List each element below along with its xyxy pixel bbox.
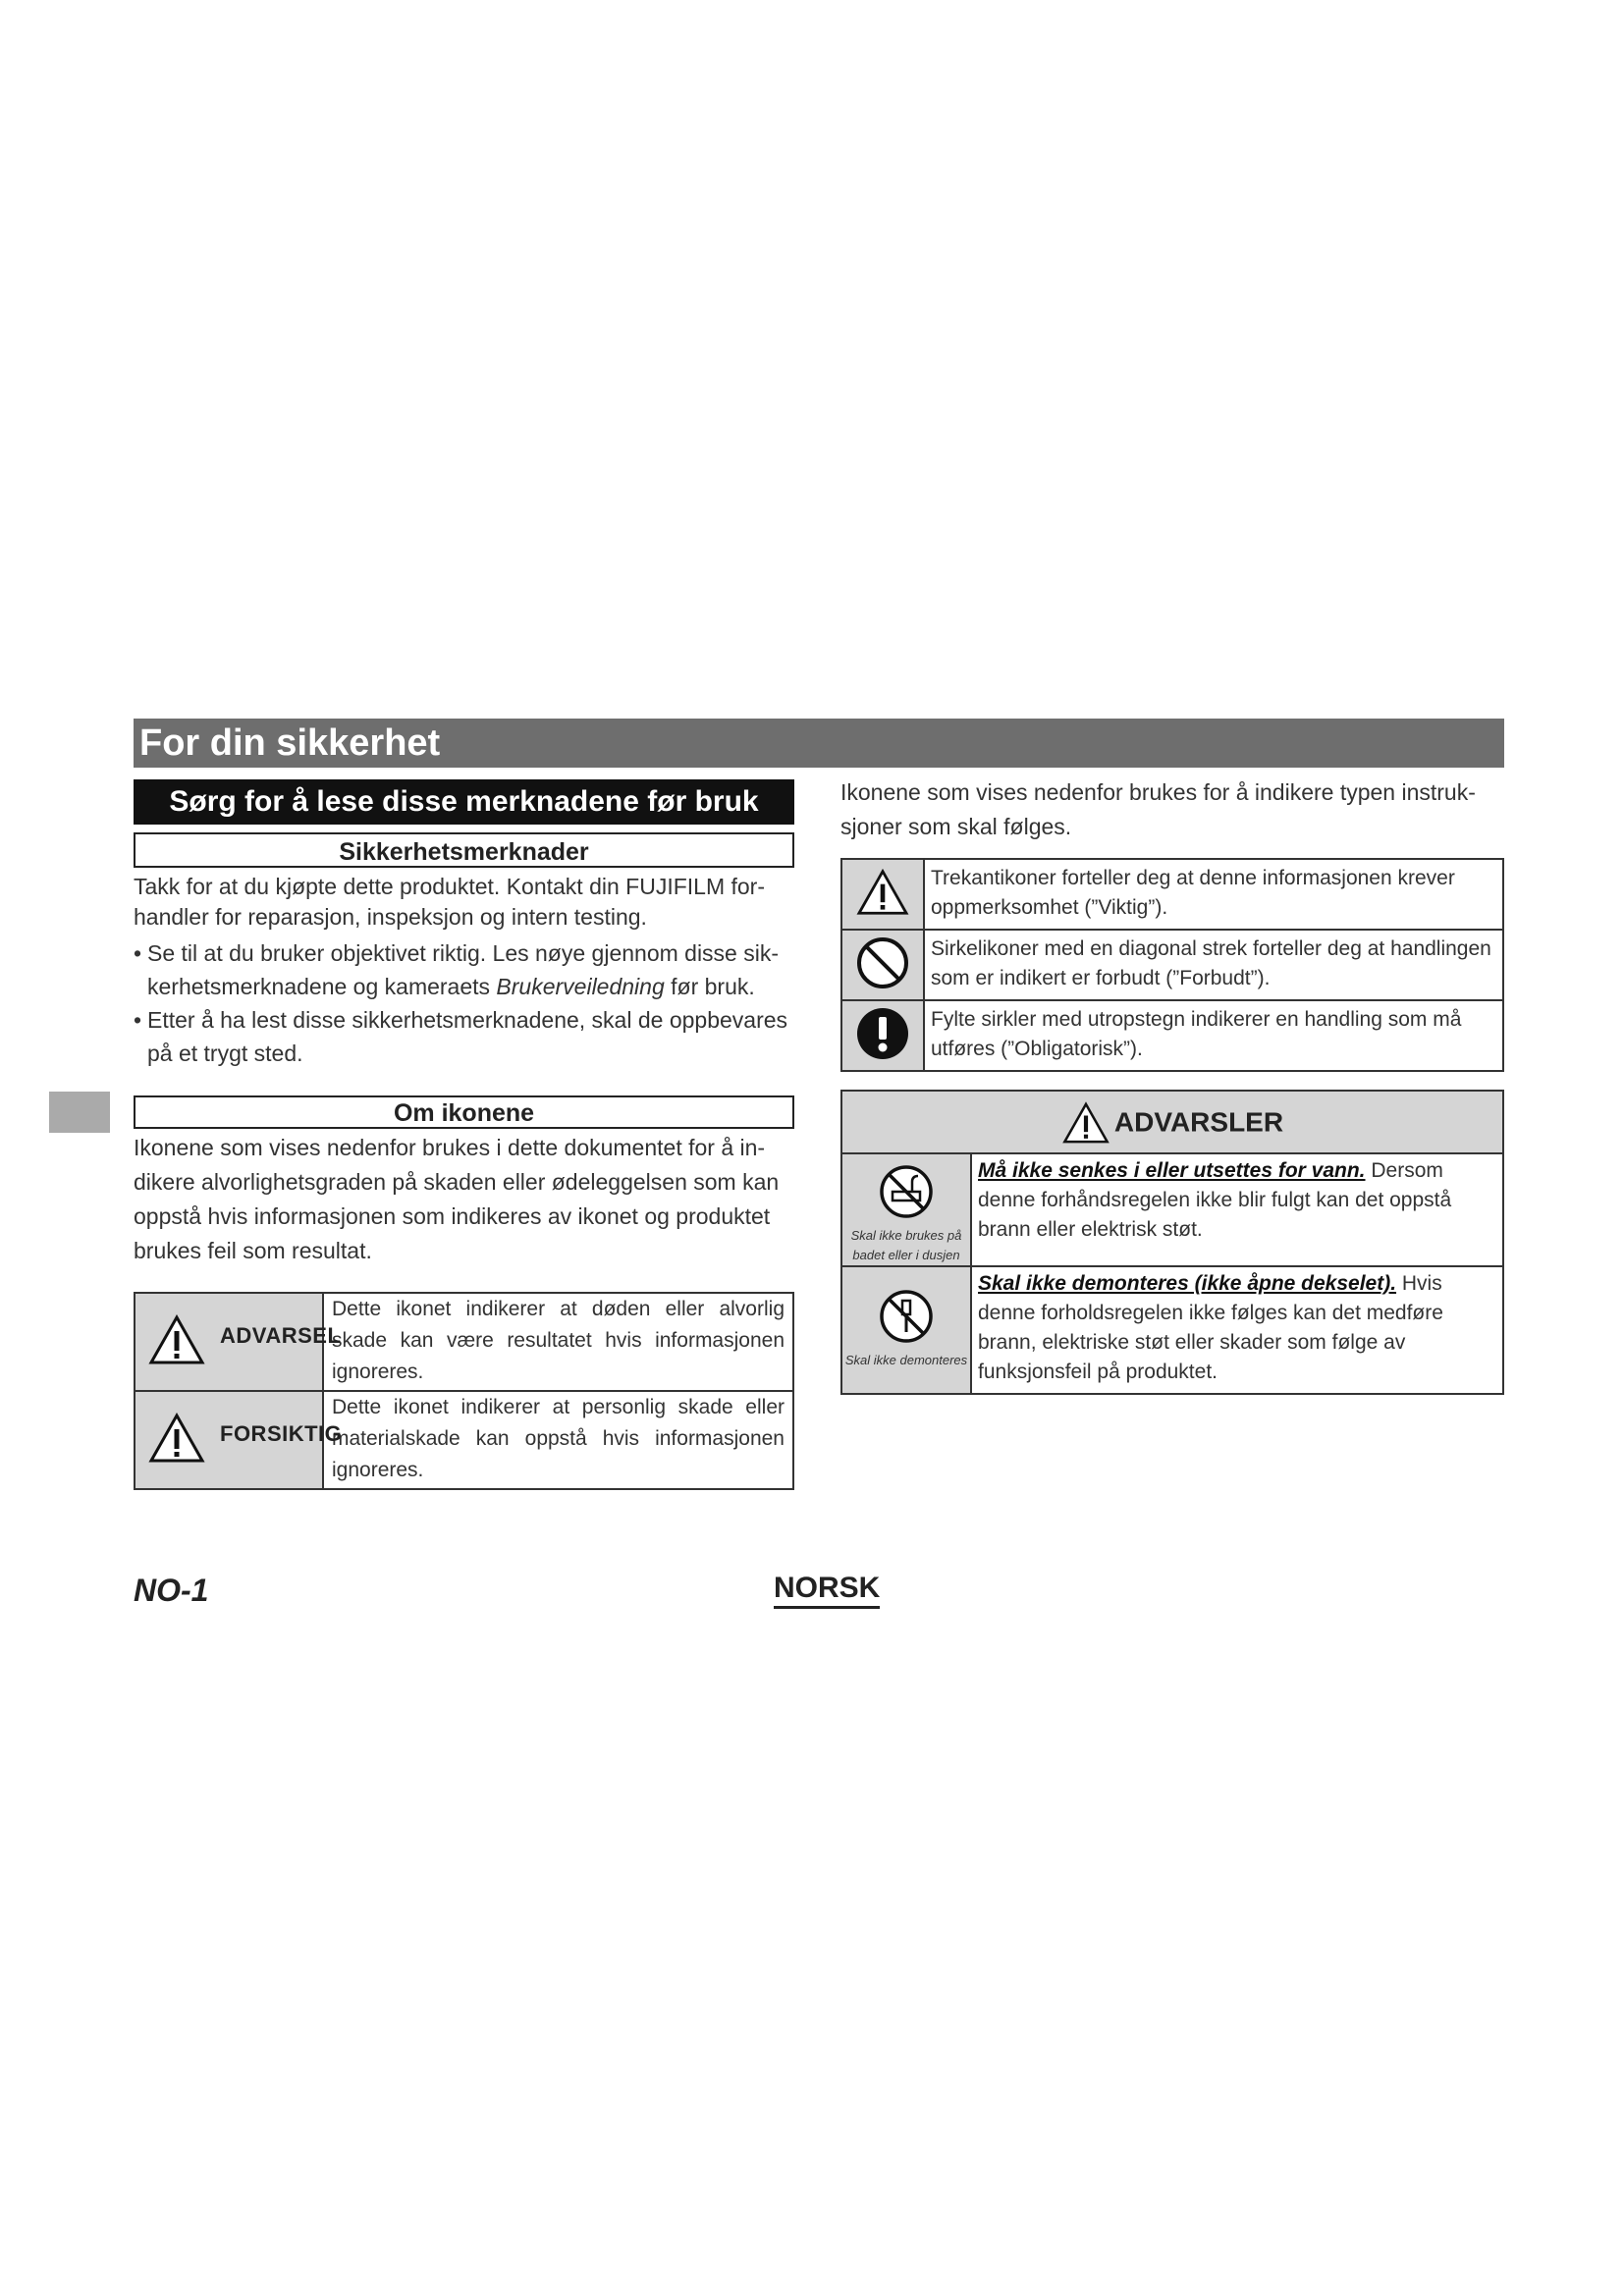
warning-item: Må ikke senkes i eller utsettes for vann. Dersom denne forhåndsregelen ikke blir fulgt kan det oppstå brann eller elektrisk støt. [971, 1153, 1503, 1266]
warning-description: Dette ikonet indikerer at døden eller alvorlig skade kan være resultatet hvis informasjonen ignoreres. [323, 1293, 793, 1391]
warnings-title: ADVARSLER [1113, 1106, 1284, 1138]
instruction-icon-table [840, 858, 1504, 1072]
bullet-item: • Se til at du bruker objektivet riktig. Les nøye gjennom disse sikkerhetsmerknadene og kameraets Brukerveiledning før bruk. [134, 936, 794, 1003]
icon-cell [841, 1266, 971, 1394]
caution-label: FORSIKTIG [220, 1421, 343, 1446]
icon-types-intro: Ikonene som vises nedenfor brukes for å indikere typen instruksjoner som skal følges. [840, 779, 1476, 839]
caution-label-cell [135, 1391, 343, 1489]
icon-caption: Skal ikke demonteres [844, 1352, 968, 1367]
user-guide-title: Brukerveiledning [496, 974, 665, 999]
read-before-use-banner: Sørg for å lese disse merknadene før bruk [134, 779, 794, 825]
triangle-warning-icon [1061, 1100, 1110, 1146]
caution-description: Dette ikonet indikerer at personlig skade eller materialskade kan oppstå hvis informasjonen ignoreres. [323, 1391, 793, 1489]
table-row [841, 1091, 1503, 1153]
table-row [841, 1153, 1503, 1266]
mandatory-exclamation-icon [855, 1006, 910, 1061]
left-column [134, 779, 794, 1490]
bullet-item: • Etter å ha lest disse sikkerhetsmerknadene, skal de oppbevares på et trygt sted. [134, 1003, 794, 1070]
right-column [840, 775, 1504, 1395]
icon-caption: Skal ikke brukes på badet eller i dusjen [850, 1227, 962, 1262]
icon-cell [841, 859, 924, 930]
warning-item: Skal ikke demonteres (ikke åpne dekselet). Hvis denne forholdsregelen ikke følges kan det medføre brann, elektriske støt eller skader som følge av funksjonsfeil på produktet. [971, 1266, 1503, 1394]
table-row [841, 930, 1503, 1000]
triangle-warning-icon [147, 1313, 206, 1366]
warning-lead: Skal ikke demonteres (ikke åpne dekselet). [978, 1271, 1397, 1295]
language-label: NORSK [774, 1571, 880, 1609]
intro-paragraph: Takk for at du kjøpte dette produktet. Kontakt din FUJIFILM forhandler for reparasjon, inspeksjon og intern testing. [134, 874, 766, 930]
safety-notes-heading: Sikkerhetsmerknader [134, 832, 794, 868]
triangle-warning-icon [147, 1412, 206, 1465]
warnings-table [840, 1090, 1504, 1395]
icon-description: Trekantikoner forteller deg at denne informasjonen krever oppmerksomhet (”Viktig”). [924, 859, 1503, 930]
icon-cell [841, 930, 924, 1000]
triangle-warning-icon [854, 868, 911, 917]
page-number: NO-1 [134, 1573, 209, 1608]
table-row [135, 1293, 793, 1391]
about-icons-heading: Om ikonene [134, 1095, 794, 1129]
severity-table [134, 1292, 794, 1490]
page-title: For din sikkerhet [134, 719, 1504, 768]
icon-cell [841, 1000, 924, 1071]
section-tab-marker [49, 1092, 110, 1133]
no-disassembly-icon [877, 1287, 936, 1346]
table-row [841, 1266, 1503, 1394]
about-icons-paragraph: Ikonene som vises nedenfor brukes i dette dokumentet for å indikere alvorlighetsgraden på skaden eller ødeleggelsen som kan oppstå hvis informasjonen som indikeres av ikonet og produktet brukes feil som resultat. [134, 1135, 780, 1263]
icon-description: Fylte sirkler med utropstegn indikerer en handling som må utføres (”Obligatorisk”). [924, 1000, 1503, 1071]
warning-lead: Må ikke senkes i eller utsettes for vann. [978, 1158, 1366, 1182]
icon-description: Sirkelikoner med en diagonal strek forteller deg at handlingen som er indikert er forbudt (”Forbudt”). [924, 930, 1503, 1000]
table-row [841, 1000, 1503, 1071]
table-row [841, 859, 1503, 930]
prohibited-circle-icon [855, 935, 910, 990]
no-water-icon [877, 1162, 936, 1221]
warnings-header [841, 1091, 1503, 1153]
icon-cell [841, 1153, 971, 1266]
warning-label: ADVARSEL [220, 1323, 342, 1348]
warning-label-cell [135, 1293, 342, 1391]
table-row [135, 1391, 793, 1489]
